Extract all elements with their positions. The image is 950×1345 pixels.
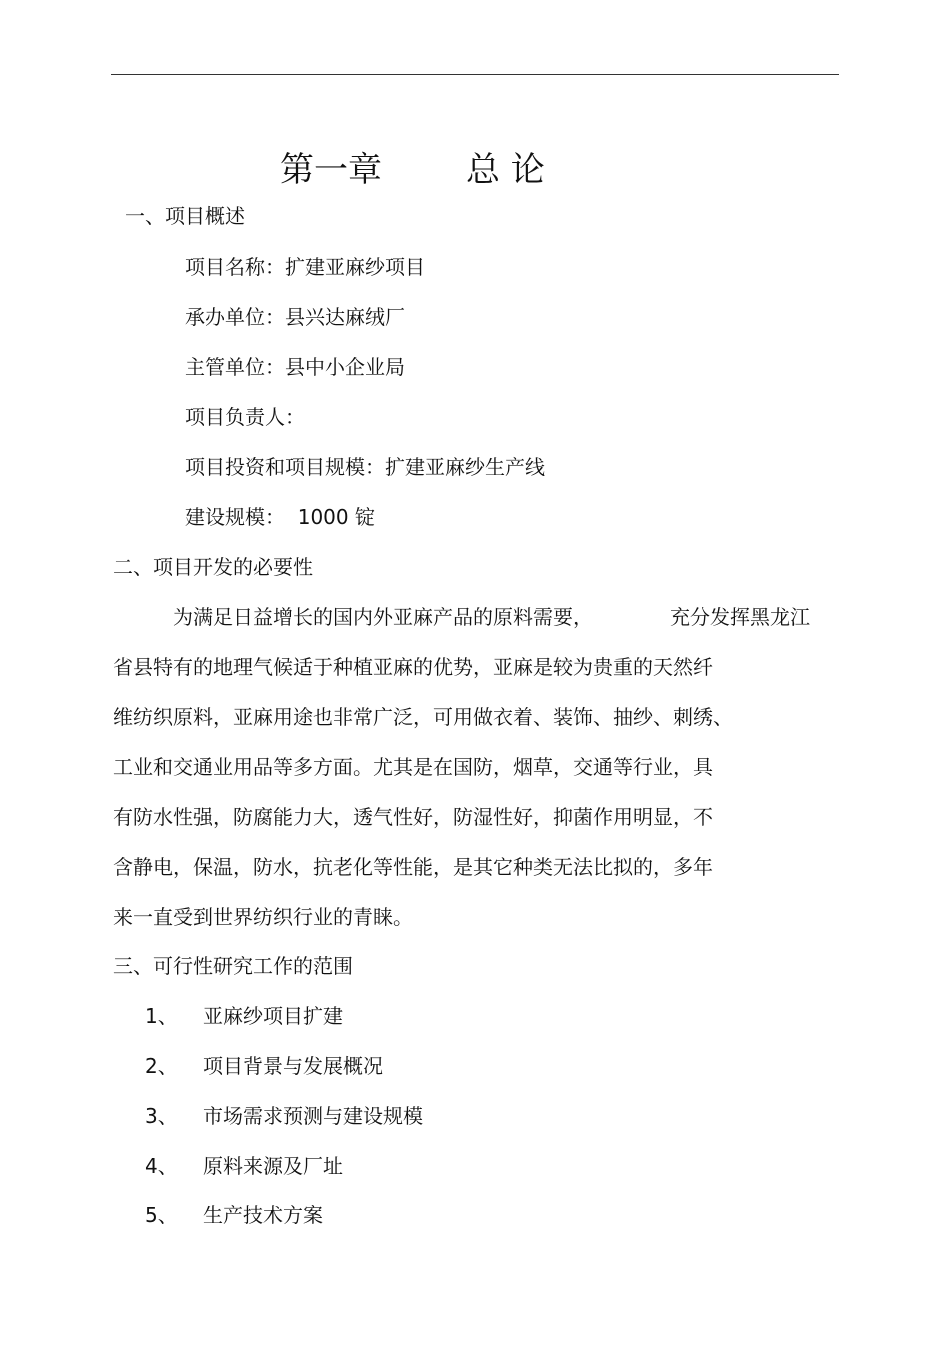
section-heading-overview: 一、项目概述 [125, 204, 245, 228]
paragraph-line: 充分发挥黑龙江 [670, 605, 810, 629]
overview-item: 承办单位：县兴达麻绒厂 [185, 305, 405, 329]
chapter-title: 总 论 [466, 150, 545, 190]
paragraph-line: 含静电，保温，防水，抗老化等性能，是其它种类无法比拟的，多年 [113, 855, 713, 879]
paragraph-line: 来一直受到世界纺织行业的青睐。 [113, 905, 413, 929]
overview-item: 项目名称：扩建亚麻纱项目 [185, 255, 425, 279]
scope-item-number: 2、 [145, 1054, 178, 1078]
header-rule [111, 74, 839, 75]
scope-item-number: 3、 [145, 1104, 178, 1128]
scope-item-text: 项目背景与发展概况 [203, 1054, 383, 1078]
paragraph-line: 工业和交通业用品等多方面。尤其是在国防，烟草，交通等行业，具 [113, 755, 713, 779]
overview-item: 主管单位：县中小企业局 [185, 355, 405, 379]
scope-item-text: 生产技术方案 [203, 1203, 323, 1227]
paragraph-line: 有防水性强，防腐能力大，透气性好，防湿性好，抑菌作用明显，不 [113, 805, 713, 829]
scope-item-number: 1、 [145, 1004, 178, 1028]
paragraph-line: 为满足日益增长的国内外亚麻产品的原料需要， [173, 605, 593, 629]
paragraph-line: 维纺织原料，亚麻用途也非常广泛，可用做衣着、装饰、抽纱、刺绣、 [113, 705, 733, 729]
scope-item-number: 4、 [145, 1154, 178, 1178]
paragraph-line: 省县特有的地理气候适于种植亚麻的优势，亚麻是较为贵重的天然纤 [113, 655, 713, 679]
section-heading-scope: 三、可行性研究工作的范围 [113, 954, 353, 978]
scope-item-text: 市场需求预测与建设规模 [203, 1104, 423, 1128]
overview-item: 项目投资和项目规模：扩建亚麻纱生产线 [185, 455, 545, 479]
overview-item: 建设规模： 1000 锭 [185, 505, 375, 529]
scope-item-text: 原料来源及厂址 [203, 1154, 343, 1178]
section-heading-necessity: 二、项目开发的必要性 [113, 555, 313, 579]
scope-item-number: 5、 [145, 1203, 178, 1227]
chapter-number: 第一章 [280, 150, 382, 190]
scope-item-text: 亚麻纱项目扩建 [203, 1004, 343, 1028]
overview-item: 项目负责人： [185, 405, 305, 429]
